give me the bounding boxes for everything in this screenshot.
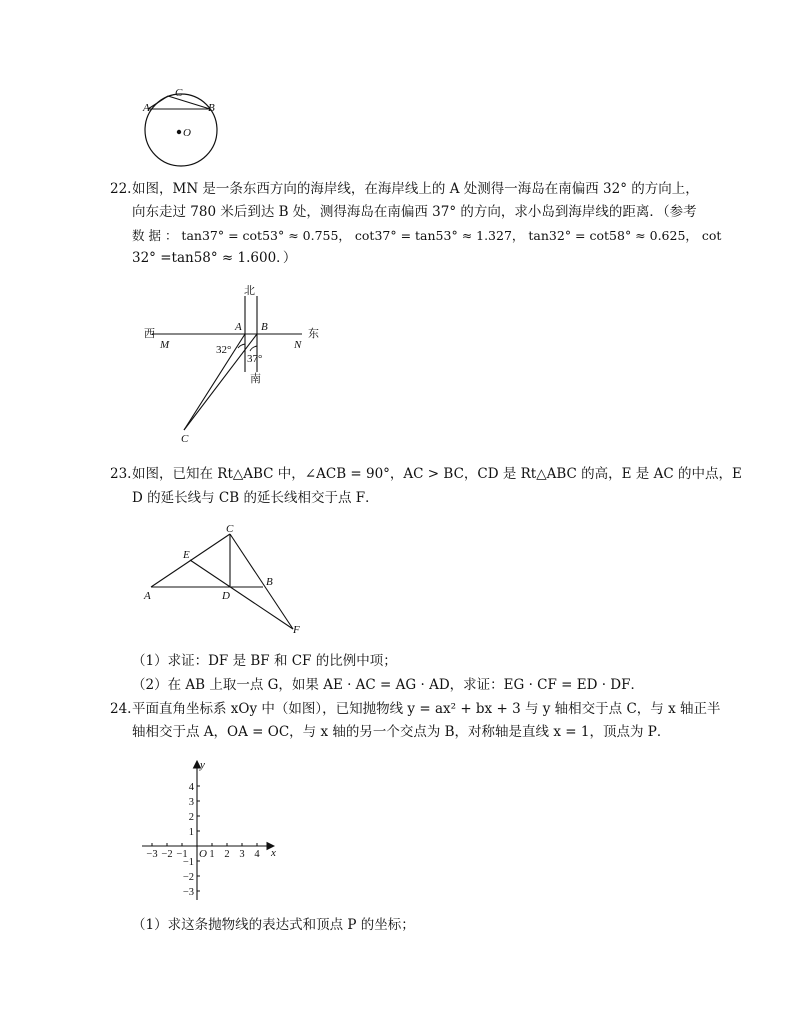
y-tick-label: −2 bbox=[182, 872, 194, 883]
label-c: C bbox=[226, 523, 234, 535]
circle-o bbox=[145, 94, 217, 166]
label-c: C bbox=[181, 433, 189, 445]
q23-figure bbox=[142, 523, 317, 638]
q24-line2: 轴相交于点 A，OA = OC，与 x 轴的另一个交点为 B，对称轴是直线 x = 1，顶点为 P． bbox=[132, 724, 671, 740]
x-tick-label: −2 bbox=[161, 849, 173, 860]
q22-line2: 向东走过 780 米后到达 B 处，测得海岛在南偏西 37° 的方向，求小岛到海岸线的距离．（参考 bbox=[132, 204, 697, 220]
q22-line1: 如图，MN 是一条东西方向的海岸线，在海岸线上的 A 处测得一海岛在南偏西 32° 的方向上， bbox=[132, 181, 699, 197]
q24-line1: 平面直角坐标系 xOy 中（如图），已知抛物线 y = ax² + bx + 3 与 y 轴相交于点 C，与 x 轴正半 bbox=[132, 701, 721, 717]
label-angle-37: 37° bbox=[247, 353, 263, 365]
q23-line1: 如图，已知在 Rt△ABC 中，∠ACB = 90°，AC > BC，CD 是 Rt△ABC 的高，E 是 AC 的中点，E bbox=[132, 466, 742, 482]
label-y: y bbox=[200, 759, 205, 771]
angle-arc-a bbox=[238, 344, 245, 348]
label-south: 南 bbox=[250, 372, 261, 385]
label-east: 东 bbox=[308, 327, 319, 340]
q24-coordinate-grid bbox=[138, 758, 288, 908]
x-tick-label: −1 bbox=[176, 849, 188, 860]
segment-cf bbox=[230, 534, 293, 629]
y-tick-label: −1 bbox=[182, 857, 194, 868]
q22-figure bbox=[140, 282, 340, 447]
label-a: A bbox=[144, 590, 151, 602]
label-west: 西 bbox=[144, 327, 155, 340]
y-tick-label: 3 bbox=[188, 797, 194, 808]
x-tick-label: 4 bbox=[254, 849, 260, 860]
label-d: D bbox=[222, 590, 230, 602]
label-f: F bbox=[293, 624, 300, 636]
center-point bbox=[177, 130, 181, 134]
q22-line3: 数 据 ： tan37° = cot53° ≈ 0.755， cot37° = tan53° ≈ 1.327， tan32° = cot58° ≈ 0.625， cot bbox=[132, 228, 722, 243]
y-tick-label: −3 bbox=[182, 887, 194, 898]
q22-number: 22. bbox=[110, 181, 132, 197]
label-angle-32: 32° bbox=[216, 344, 232, 356]
line-ac bbox=[184, 334, 245, 430]
q23-number: 23. bbox=[110, 466, 132, 482]
label-a: A bbox=[235, 321, 242, 333]
label-origin: O bbox=[199, 848, 207, 860]
label-n: N bbox=[294, 339, 302, 351]
label-e: E bbox=[183, 549, 190, 561]
label-m: M bbox=[160, 339, 170, 351]
label-b: B bbox=[261, 321, 268, 333]
label-x: x bbox=[271, 847, 276, 859]
x-tick-label: 3 bbox=[239, 849, 245, 860]
label-o: O bbox=[183, 127, 191, 139]
label-c: C bbox=[175, 87, 183, 99]
label-b: B bbox=[266, 576, 273, 588]
label-b: B bbox=[208, 102, 215, 114]
q23-line2: D 的延长线与 CB 的延长线相交于点 F． bbox=[132, 490, 379, 506]
q23-part1: （1）求证：DF 是 BF 和 CF 的比例中项； bbox=[132, 653, 397, 669]
x-tick-label: −3 bbox=[146, 849, 158, 860]
y-tick-label: 4 bbox=[188, 782, 194, 793]
x-tick-label: 2 bbox=[224, 849, 230, 860]
angle-arc-b bbox=[250, 346, 257, 351]
q22-line4: 32° =tan58° ≈ 1.600．） bbox=[132, 250, 297, 266]
chord-ac bbox=[148, 96, 168, 109]
segment-ef bbox=[190, 560, 293, 629]
circle-figure bbox=[135, 85, 235, 165]
q24-number: 24. bbox=[110, 701, 132, 717]
q24-part1: （1）求这条抛物线的表达式和顶点 P 的坐标； bbox=[132, 917, 415, 933]
y-tick-label: 2 bbox=[188, 812, 194, 823]
x-tick-label: 1 bbox=[209, 849, 215, 860]
label-a: A bbox=[143, 102, 150, 114]
label-north: 北 bbox=[244, 284, 255, 297]
y-tick-label: 1 bbox=[188, 827, 194, 838]
q23-part2: （2）在 AB 上取一点 G，如果 AE · AC = AG · AD，求证：EG · CF = ED · DF． bbox=[132, 677, 644, 693]
